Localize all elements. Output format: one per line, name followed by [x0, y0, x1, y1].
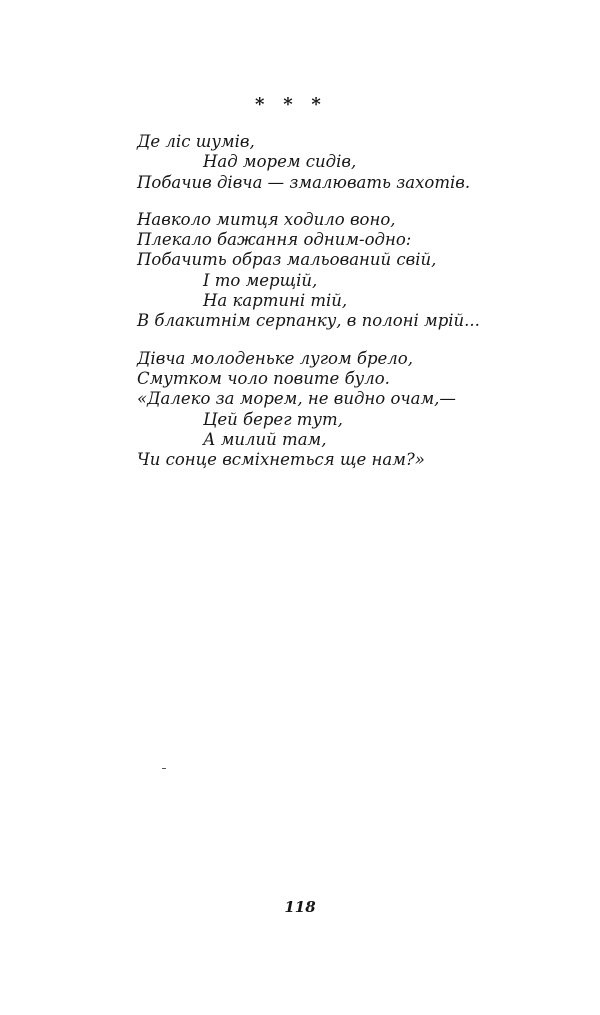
poem-line: В блакитнім серпанку, в полоні мрій... [137, 311, 480, 331]
stanza-2 [137, 210, 537, 332]
poem-line: Цей берег тут, [203, 409, 343, 429]
page-number: 118 [284, 898, 316, 916]
poem-line: Смутком чоло повите було. [137, 368, 390, 388]
poem-line: І то мерщій, [203, 270, 318, 290]
poem-line: Навколо митця ходило воно, [137, 209, 396, 229]
poem [137, 132, 537, 487]
section-separator: * * * [255, 94, 321, 115]
poem-line: Побачить образ мальований свій, [137, 250, 437, 270]
poem-line: На картині тій, [203, 291, 348, 311]
poem-line: Побачив дівча — змалювать захотів. [137, 172, 471, 192]
stanza-1 [137, 132, 537, 193]
poem-line: «Далеко за морем, не видно очам,— [137, 389, 456, 409]
poem-line: Над морем сидів, [203, 152, 357, 172]
poem-line: Плекало бажання одним-одно: [137, 230, 412, 250]
poem-line: Чи сонце всміхнеться ще нам?» [137, 450, 425, 470]
stanza-3 [137, 349, 537, 471]
print-mark [162, 768, 166, 769]
poem-line: Де ліс шумів, [137, 132, 255, 151]
poem-line: Дівча молоденьке лугом брело, [137, 348, 413, 368]
poem-line: А милий там, [203, 429, 327, 449]
